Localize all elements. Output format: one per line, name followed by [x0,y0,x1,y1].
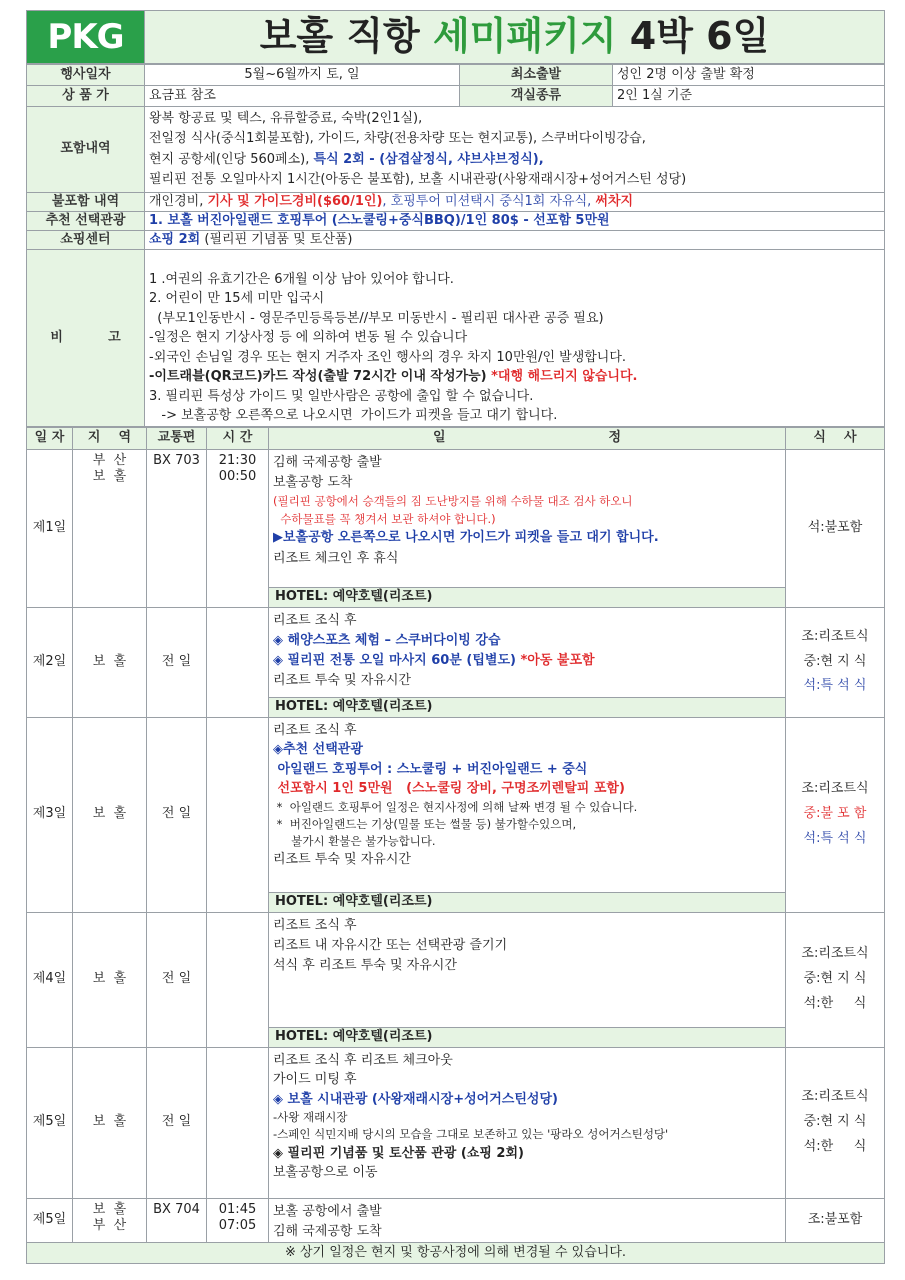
day-area: 보 홀 [73,912,147,1047]
title-prefix: 보홀 직항 [259,14,433,59]
day-area: 보 홀 [73,717,147,912]
day-label: 제5일 [27,1047,73,1198]
day-transport: BX 704 [147,1198,207,1242]
meal-line: 조:리조트식 [801,946,869,962]
shop-value [145,231,885,250]
title-suffix: 4박 6일 [616,14,770,59]
plan-highlight: ◈ 보홀 시내관광 (사왕재래시장+성어거스틴성당) [273,1091,558,1107]
include-label: 포함내역 [27,107,145,193]
room-value: 2인 1실 기준 [613,86,885,107]
day-plan [269,1198,786,1242]
plan-line: 석식 후 리조트 투숙 및 자유시간 [273,957,457,973]
day-row [27,717,885,892]
schedule-table [26,427,885,1264]
day-label: 제4일 [27,912,73,1047]
plan-line: 보홀공항 도착 [273,474,353,490]
col-transport: 교통편 [147,427,207,449]
plan-line: 김해 국제공항 출발 [273,454,382,470]
room-label: 객실종류 [460,86,613,107]
option-value: 1. 보홀 버진아일랜드 호핑투어 (스노쿨링+중식BBQ)/1인 80$ - 선포함 5만원 [145,212,885,231]
hotel-label: HOTEL: 예약호텔(리조트) [269,892,786,912]
plan-line: 리조트 조식 후 [273,612,357,628]
price-label: 상 품 가 [27,86,145,107]
meal-line: 중:현 지 식 [803,1114,867,1130]
plan-line: 김해 국제공항 도착 [273,1223,382,1239]
meal-line: 중:현 지 식 [803,653,867,669]
day-meals [786,717,885,912]
meal-line: 석:불포함 [807,519,863,535]
time-line: 21:30 [218,452,257,468]
note-line: 3. 필리핀 특성상 가이드 및 일반사람은 공항에 출입 할 수 없습니다. [149,388,534,404]
hotel-label: HOTEL: 예약호텔(리조트) [269,697,786,717]
col-time: 시 간 [207,427,269,449]
plan-line: 리조트 조식 후 [273,917,357,933]
plan-notice: *아동 불포함 [520,652,595,668]
time-line: 07:05 [218,1217,257,1233]
plan-subnote: 불가시 환불은 불가능합니다. [273,834,436,848]
note-qr: -이트래블(QR코드)카드 작성(출발 72시간 이내 작성가능) [149,369,492,384]
meal-line: 중:불 포 함 [803,806,867,822]
plan-subnote: * 버진아일랜드는 기상(밀물 또는 썰물 등) 불가할수있으며, [273,816,577,831]
exclude-value [145,193,885,212]
pkg-badge: PKG [27,11,145,64]
include-line: 필리핀 전통 오일마사지 1시간(아동은 불포함), 보홀 시내관광(사왕재래시장+성어거스틴 성당) [149,171,687,187]
option-label: 추천 선택관광 [27,212,145,231]
plan-line: 리조트 체크인 후 휴식 [273,550,399,566]
include-special: 특식 2회 - (삼겹살정식, 샤브샤브정식), [313,151,544,167]
itinerary-sheet [26,10,885,1264]
meal-line: 석:특 석 식 [803,830,867,846]
day-label: 제5일 [27,1198,73,1242]
plan-line: 보홀공항으로 이동 [273,1165,378,1180]
meal-line: 중:현 지 식 [803,971,867,987]
day-label: 제1일 [27,449,73,607]
plan-line: 리조트 내 자유시간 또는 선택관광 즐기기 [273,937,508,953]
day-meals [786,1047,885,1198]
min-value: 성인 2명 이상 출발 확정 [613,65,885,86]
header-table [26,10,885,64]
day-plan [269,449,786,587]
plan-subnote: -사왕 재래시장 [273,1110,348,1124]
plan-highlight: ◈ 해양스포츠 체험 – 스쿠버다이빙 강습 [273,632,501,648]
plan-line: 리조트 조식 후 리조트 체크아웃 [273,1052,453,1068]
day-transport: 전 일 [147,717,207,912]
exclude-surcharge: 써차지 [595,193,634,209]
exclude-guide-fee: 기사 및 가이드경비($60/1인) [207,193,383,209]
info-table [26,64,885,427]
day-time [207,607,269,717]
day-transport: 전 일 [147,912,207,1047]
meal-line: 조:불포함 [807,1211,863,1227]
meal-line: 조:리조트식 [801,781,869,797]
include-line: 왕복 항공료 및 텍스, 유류할증료, 숙박(2인1실), [149,111,423,127]
area-line: 부 산 [92,1217,127,1233]
day-row [27,1198,885,1242]
day-time [207,717,269,912]
day-meals [786,607,885,717]
area-line: 보 홀 [92,468,127,484]
plan-line: 리조트 조식 후 [273,722,357,738]
day-row [27,449,885,587]
footer-note: ※ 상기 일정은 현지 및 항공사정에 의해 변경될 수 있습니다. [27,1242,885,1263]
plan-notice: (필리핀 공항에서 승객들의 짐 도난방지를 위해 수하물 대조 검사 하오니 [273,493,633,508]
day-time [207,1198,269,1242]
include-value [145,107,885,193]
price-value: 요금표 참조 [145,86,460,107]
meal-line: 석:한 식 [803,995,867,1011]
note-warning: *대행 해드리지 않습니다. [491,369,638,384]
exclude-text: , 호핑투어 미션택시 중식1회 자유식, [382,193,596,209]
day-label: 제2일 [27,607,73,717]
meal-line: 조:리조트식 [801,628,869,644]
day-plan [269,912,786,1027]
period-label: 행사일자 [27,65,145,86]
meal-line: 조:리조트식 [801,1089,869,1105]
plan-highlight: ◈추천 선택관광 [273,742,363,757]
plan-highlight: ◈ 필리핀 전통 오일 마사지 60분 (팁별도) [273,652,521,668]
meal-line: 석:특 석 식 [803,678,867,694]
plan-line: 가이드 미팅 후 [273,1072,357,1087]
note-line: 1 .여권의 유효기간은 6개월 이상 남아 있어야 합니다. [149,271,454,287]
plan-shopping: ◈ 필리핀 기념품 및 토산품 관광 (쇼핑 2회) [273,1145,524,1161]
day-row [27,912,885,1027]
shop-label: 쇼핑센터 [27,231,145,250]
plan-subnote: * 아일랜드 호핑투어 일정은 현지사정에 의해 날짜 변경 될 수 있습니다. [273,799,638,814]
col-meal: 식 사 [786,427,885,449]
day-plan [269,717,786,892]
title-highlight: 세미패키지 [432,14,617,59]
time-line: 01:45 [218,1201,257,1217]
shop-desc: (필리핀 기념품 및 토산품) [200,231,353,247]
hotel-label: HOTEL: 예약호텔(리조트) [269,1027,786,1047]
plan-notice: 수하물표를 꼭 챙겨서 보관 하셔야 합니다.) [273,511,496,526]
day-plan [269,607,786,697]
exclude-text: 개인경비, [149,193,208,209]
min-label: 최소출발 [460,65,613,86]
page-title [145,11,885,64]
day-row [27,1047,885,1198]
include-line: 현지 공항세(인당 560페소), [149,151,314,167]
day-meals [786,912,885,1047]
day-area: 보 홀 [73,1047,147,1198]
day-area [73,449,147,607]
note-line: -외국인 손님일 경우 또는 현지 거주자 조인 행사의 경우 차지 10만원/인 발생합니다. [149,349,627,365]
time-line: 00:50 [218,468,257,484]
plan-line: 리조트 투숙 및 자유시간 [273,672,411,688]
note-line: 2. 어린이 만 15세 미만 입국시 [149,291,325,306]
day-row [27,607,885,697]
col-area: 지 역 [73,427,147,449]
exclude-label: 불포함 내역 [27,193,145,212]
day-area [73,1198,147,1242]
plan-line: 보홀 공항에서 출발 [273,1203,382,1219]
meal-line: 석:한 식 [803,1138,867,1154]
note-label: 비 고 [27,250,145,427]
day-time [207,912,269,1047]
plan-highlight: 아일랜드 호핑투어 : 스노쿨링 + 버진아일랜드 + 중식 [273,761,588,777]
plan-line: 리조트 투숙 및 자유시간 [273,852,411,868]
plan-notice: 선포함시 1인 5만원 (스노쿨링 장비, 구명조끼렌탈피 포함) [273,781,625,796]
shop-count: 쇼핑 2회 [149,231,201,247]
day-time [207,1047,269,1198]
day-transport: 전 일 [147,1047,207,1198]
plan-highlight: ▶보홀공항 오른쪽으로 나오시면 가이드가 피켓을 들고 대기 합니다. [273,530,659,546]
hotel-label: HOTEL: 예약호텔(리조트) [269,587,786,607]
plan-subnote: -스페인 식민지배 당시의 모습을 그대로 보존하고 있는 '팡라오 성어거스틴성당' [273,1127,669,1142]
day-transport: BX 703 [147,449,207,607]
area-line: 부 산 [92,452,127,468]
day-label: 제3일 [27,717,73,912]
period-value: 5월~6월까지 토, 일 [145,65,460,86]
col-day: 일 자 [27,427,73,449]
day-plan [269,1047,786,1198]
day-transport: 전 일 [147,607,207,717]
note-line: -> 보홀공항 오른쪽으로 나오시면 가이드가 피켓을 들고 대기 합니다. [149,408,558,423]
day-meals [786,1198,885,1242]
day-area: 보 홀 [73,607,147,717]
area-line: 보 홀 [92,1201,127,1217]
note-line: (부모1인동반시 - 영문주민등록등본//부모 미동반시 - 필리핀 대사관 공증 필요) [149,310,604,326]
note-line: -일정은 현지 기상사정 등 에 의하여 변동 될 수 있습니다 [149,330,468,345]
day-meals [786,449,885,607]
day-time [207,449,269,607]
col-plan: 일 정 [269,427,786,449]
note-value [145,250,885,427]
include-line: 전일정 식사(중식1회불포함), 가이드, 차량(전용차량 또는 현지교통), 스쿠버다이빙강습, [149,131,646,147]
